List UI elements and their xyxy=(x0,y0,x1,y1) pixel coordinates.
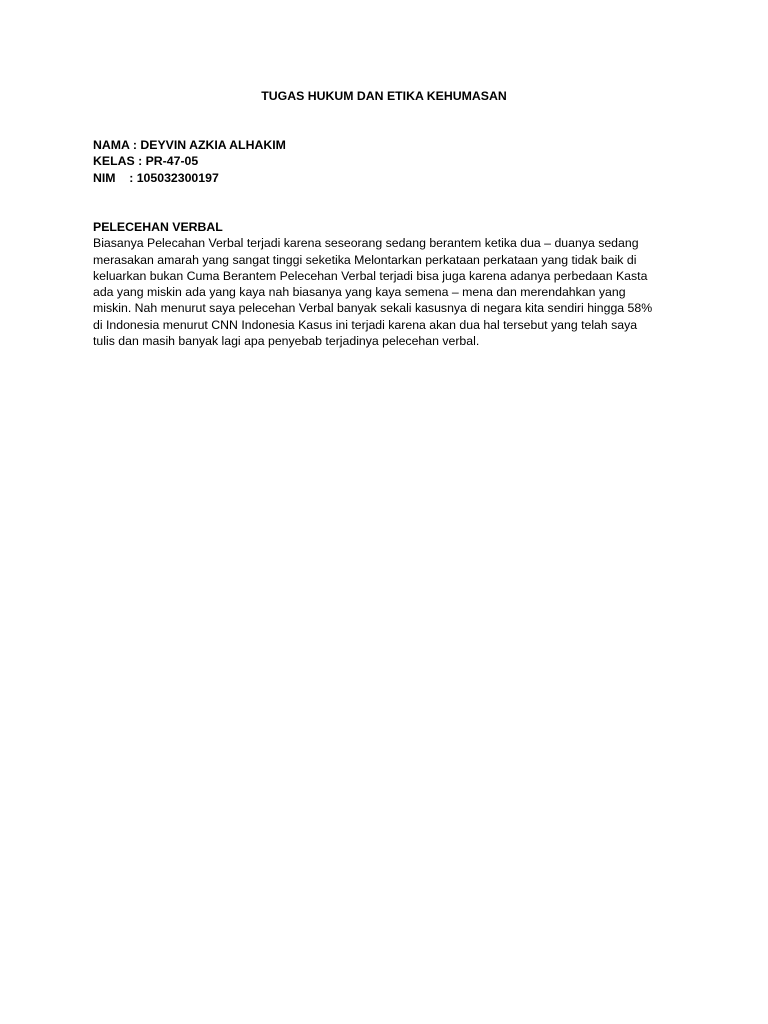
paragraph-line-1: Biasanya Pelecahan Verbal terjadi karena seseorang sedang berantem ketika dua – duanya sedang xyxy=(93,236,639,251)
student-name-line: NAMA : DEYVIN AZKIA ALHAKIM xyxy=(93,138,286,152)
verbal-harassment-section xyxy=(93,219,678,349)
paragraph-line-7: tulis dan masih banyak lagi apa penyebab terjadinya pelecehan verbal. xyxy=(93,334,480,349)
paragraph-line-3: keluarkan bukan Cuma Berantem Pelecehan Verbal terjadi bisa juga karena adanya perbedaan Kasta xyxy=(93,268,648,283)
student-nim-line: NIM : 105032300197 xyxy=(93,170,219,185)
section-heading: PELECEHAN VERBAL xyxy=(93,220,223,234)
paragraph-line-5: miskin. Nah menurut saya pelecehan Verbal banyak sekali kasusnya di negara kita sendiri hingga 58% xyxy=(93,301,653,316)
paragraph-line-6: di Indonesia menurut CNN Indonesia Kasus ini terjadi karena akan dua hal tersebut yang telah saya xyxy=(93,317,638,332)
document-title: TUGAS HUKUM DAN ETIKA KEHUMASAN xyxy=(261,89,507,103)
paragraph-line-2: merasakan amarah yang sangat tinggi seketika Melontarkan perkataan perkataan yang tidak baik di xyxy=(93,252,637,267)
paragraph-line-4: ada yang miskin ada yang kaya nah biasanya yang kaya semena – mena dan merendahkan yang xyxy=(93,285,626,300)
student-identity-block xyxy=(93,137,286,186)
student-class-line: KELAS : PR-47-05 xyxy=(93,154,199,169)
